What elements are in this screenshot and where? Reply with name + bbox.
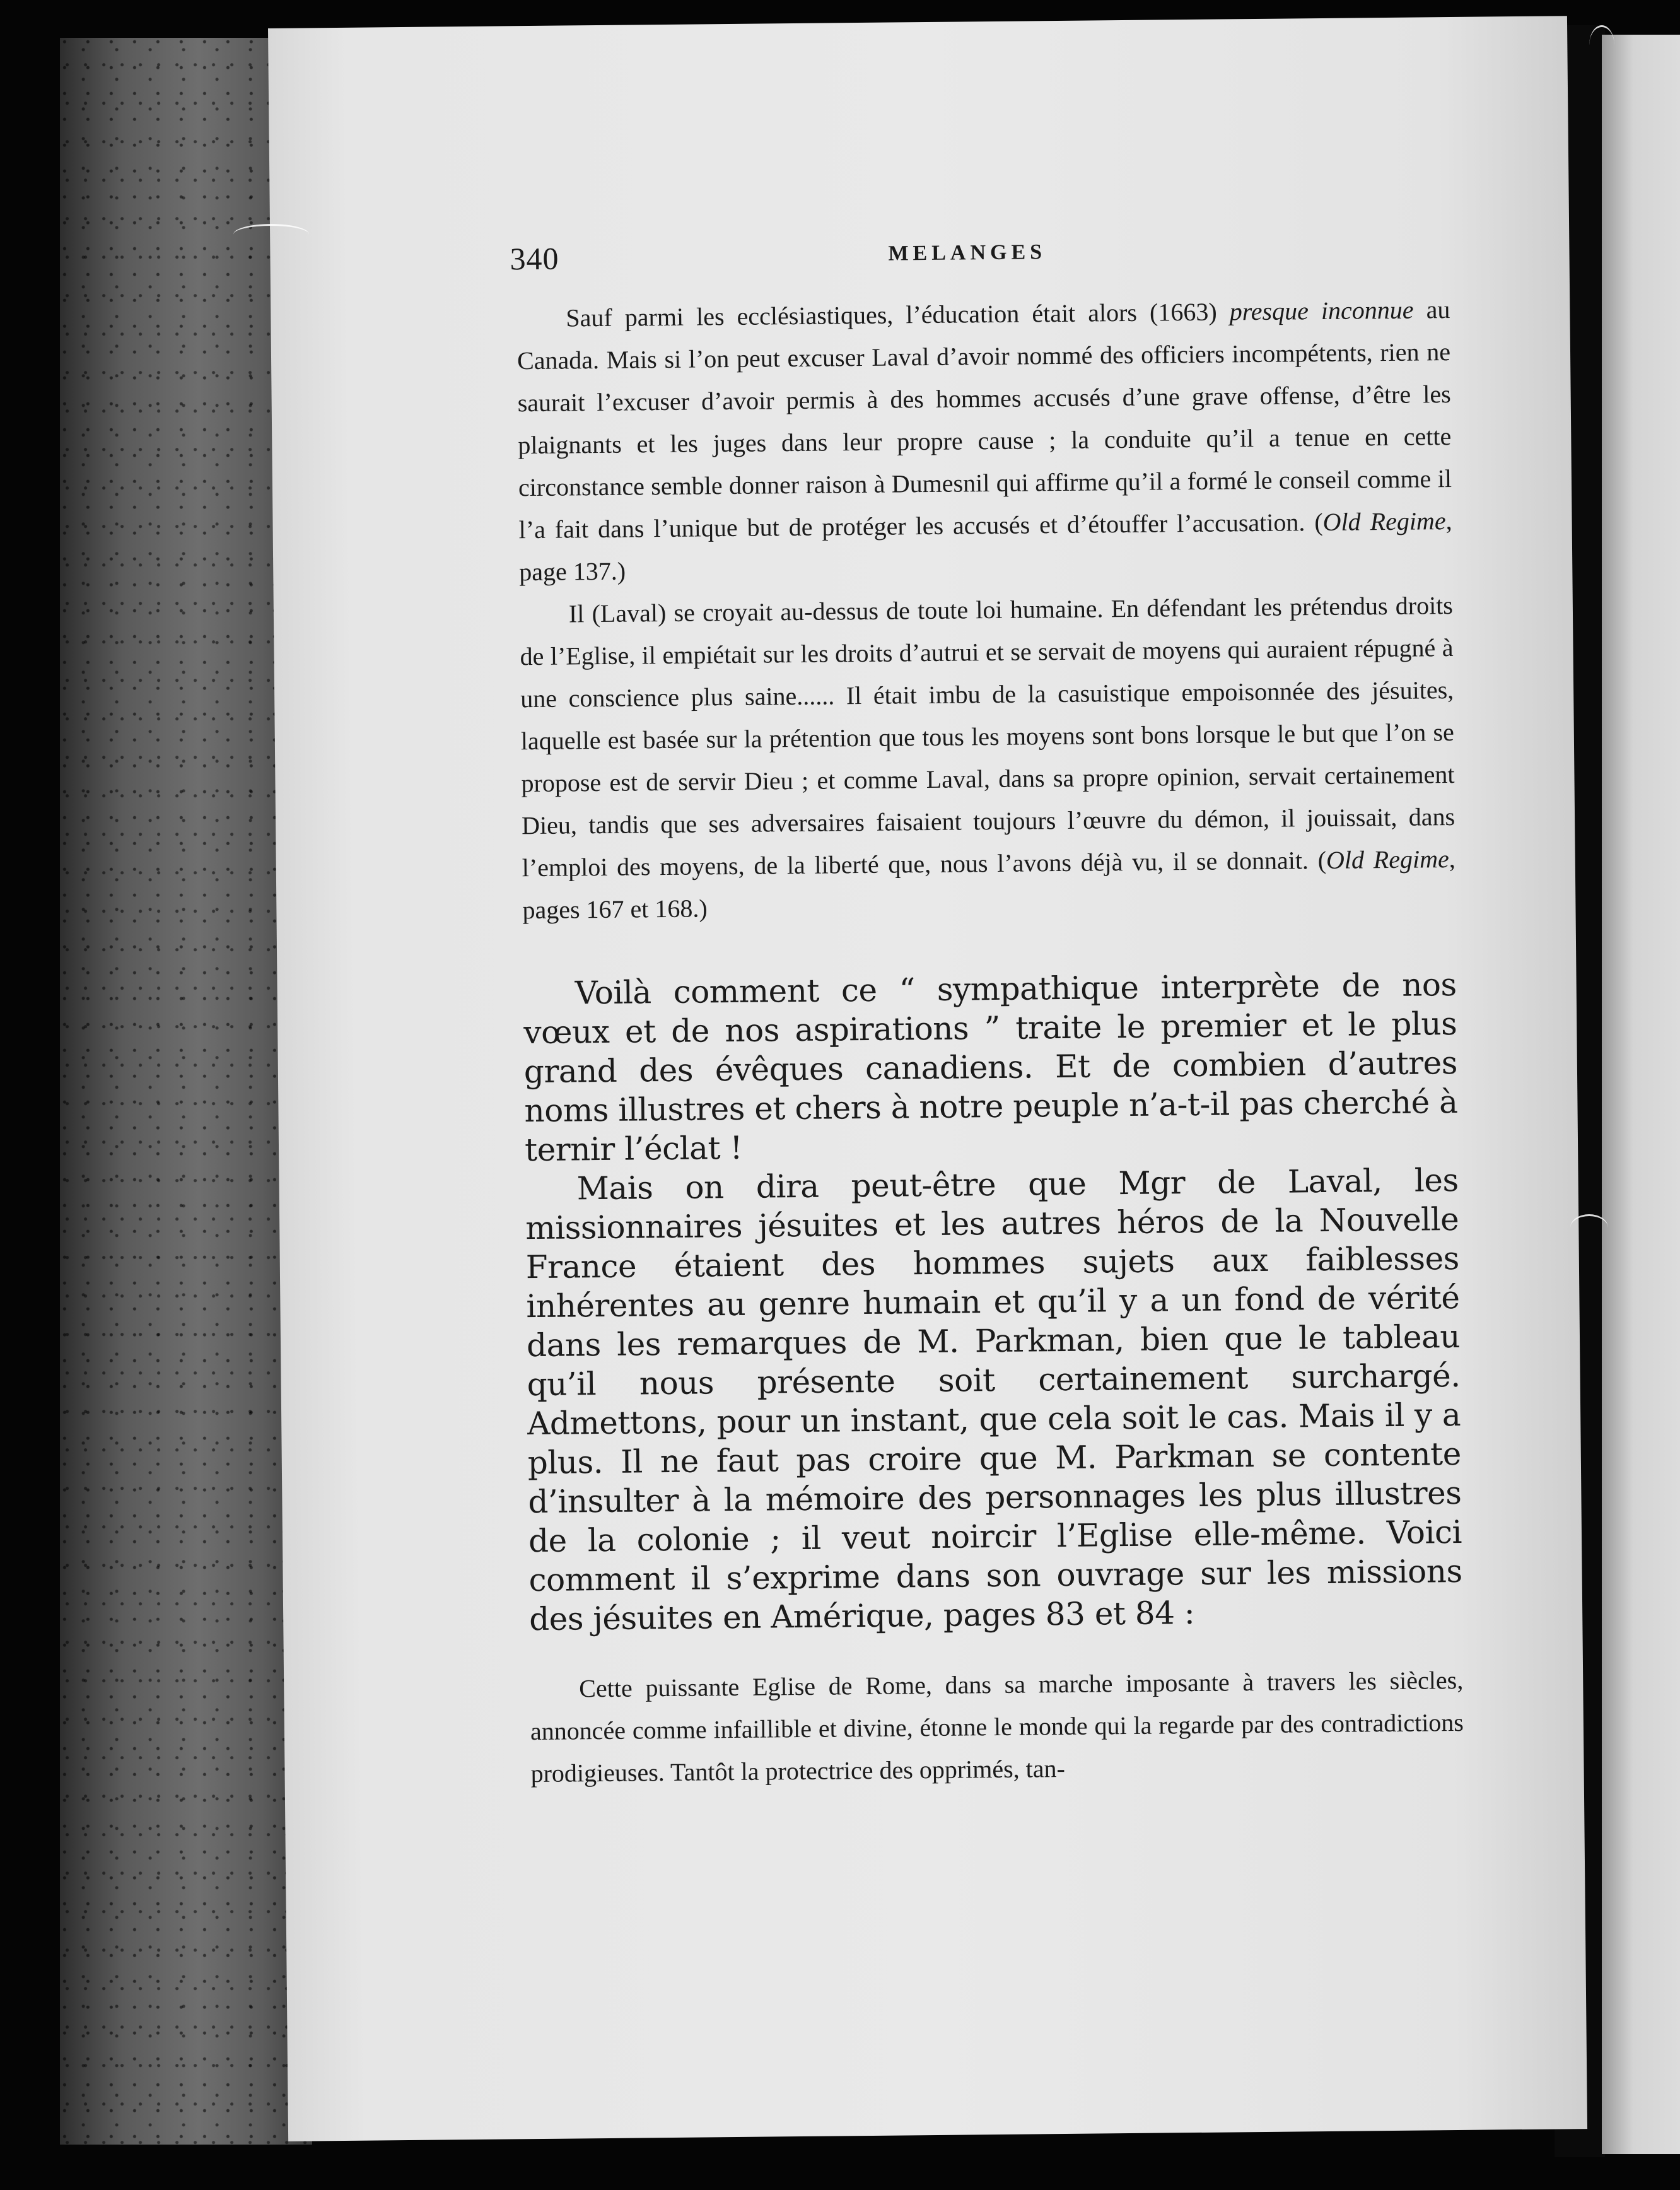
text-run: Voilà comment ce “ sympathique interprète de nos vœux et de nos aspirations ” traite le premier et le plus grand des évêques canadiens. Et de combien d’autres noms illustres et chers à notre peuple n’a-t-il pas cherché à ternir l’éclat !: [523, 966, 1458, 1169]
book-page: [268, 16, 1587, 2141]
italic-text: Old Regime: [1326, 845, 1449, 874]
page-number: 340: [510, 240, 559, 277]
scan-artifact: [1570, 1214, 1608, 1241]
scan-artifact: [1589, 25, 1614, 65]
quote-paragraph: [516, 288, 1452, 593]
page-content: [510, 231, 1464, 1795]
text-run: au Canada. Mais si l’on peut excuser Laval d’avoir nommé des officiers incompétents, rien ne saurait l’excuser d’avoir permis à des hommes accusés d’une grave offense, d’être les plaignants et les juges dans leur propre cause ; la conduite qu’il a tenue en cette circonstance semble donner raison à Dumesnil qui affirme qu’il a formé le conseil comme il l’a fait dans l’unique but de protéger les accusés et d’étouffer l’accusation. (: [516, 295, 1452, 544]
running-title: MELANGES: [888, 240, 1047, 266]
italic-text: Old Regime: [1322, 507, 1446, 536]
adjacent-page-edge: [1602, 35, 1680, 2154]
text-run: Mais on dira peut-être que Mgr de Laval, les missionnaires jésuites et les autres héros de la Nouvelle France étaient des hommes sujets aux faiblesses inhérentes au genre humain et qu’il y a un fond de vérité dans les remarques de M. Parkman, bien que le tableau qu’il nous présente soit certainement surchargé. Admettons, pour un instant, que cela soit le cas. Mais il y a plus. Il ne faut pas croire que M. Parkman se contente d’insulter à la mémoire des personnages les plus illustres de la colonie ; il veut noircir l’Eglise elle-même. Voici comment il s’exprime dans son ouvrage sur les missions des jésuites en Amérique, pages 83 et 84 :: [525, 1161, 1462, 1638]
quote-paragraph: [520, 584, 1456, 931]
page-header: [510, 231, 1450, 297]
body-paragraph: [525, 1161, 1462, 1639]
text-run: Sauf parmi les ecclésiastiques, l’éducation était alors (1663): [566, 297, 1230, 332]
quote-paragraph: [530, 1659, 1464, 1795]
text-run: , pages 167 et 168.): [522, 844, 1455, 925]
scan-artifact: [233, 224, 309, 245]
text-run: Il (Laval) se croyait au-dessus de toute loi humaine. En défendant les prétendus droits de l’Eglise, il empiétait sur les droits d’autrui et se servait de moyens qui auraient répugné à une conscience plus saine...... Il était imbu de la casuistique empoisonnée des jésuites, laquelle est basée sur la prétention que tous les moyens sont bons lorsque le but que l’on se propose est de servir Dieu ; et comme Laval, dans sa propre opinion, servait certainement Dieu, tandis que ses adversaires faisaient toujours l’œuvre du démon, il jouissait, dans l’emploi des moyens, de la liberté que, nous l’avons déjà vu, il se donnait. (: [520, 591, 1455, 882]
text-run: , page 137.): [519, 507, 1452, 587]
italic-text: presque inconnue: [1229, 295, 1414, 326]
text-run: Cette puissante Eglise de Rome, dans sa marche imposante à travers les siècles, annoncée comme infaillible et divine, étonne le monde qui la regarde par des contradictions prodigieuses. Tantôt la protectrice des opprimés, tan-: [530, 1665, 1464, 1788]
body-paragraph: [523, 965, 1458, 1169]
